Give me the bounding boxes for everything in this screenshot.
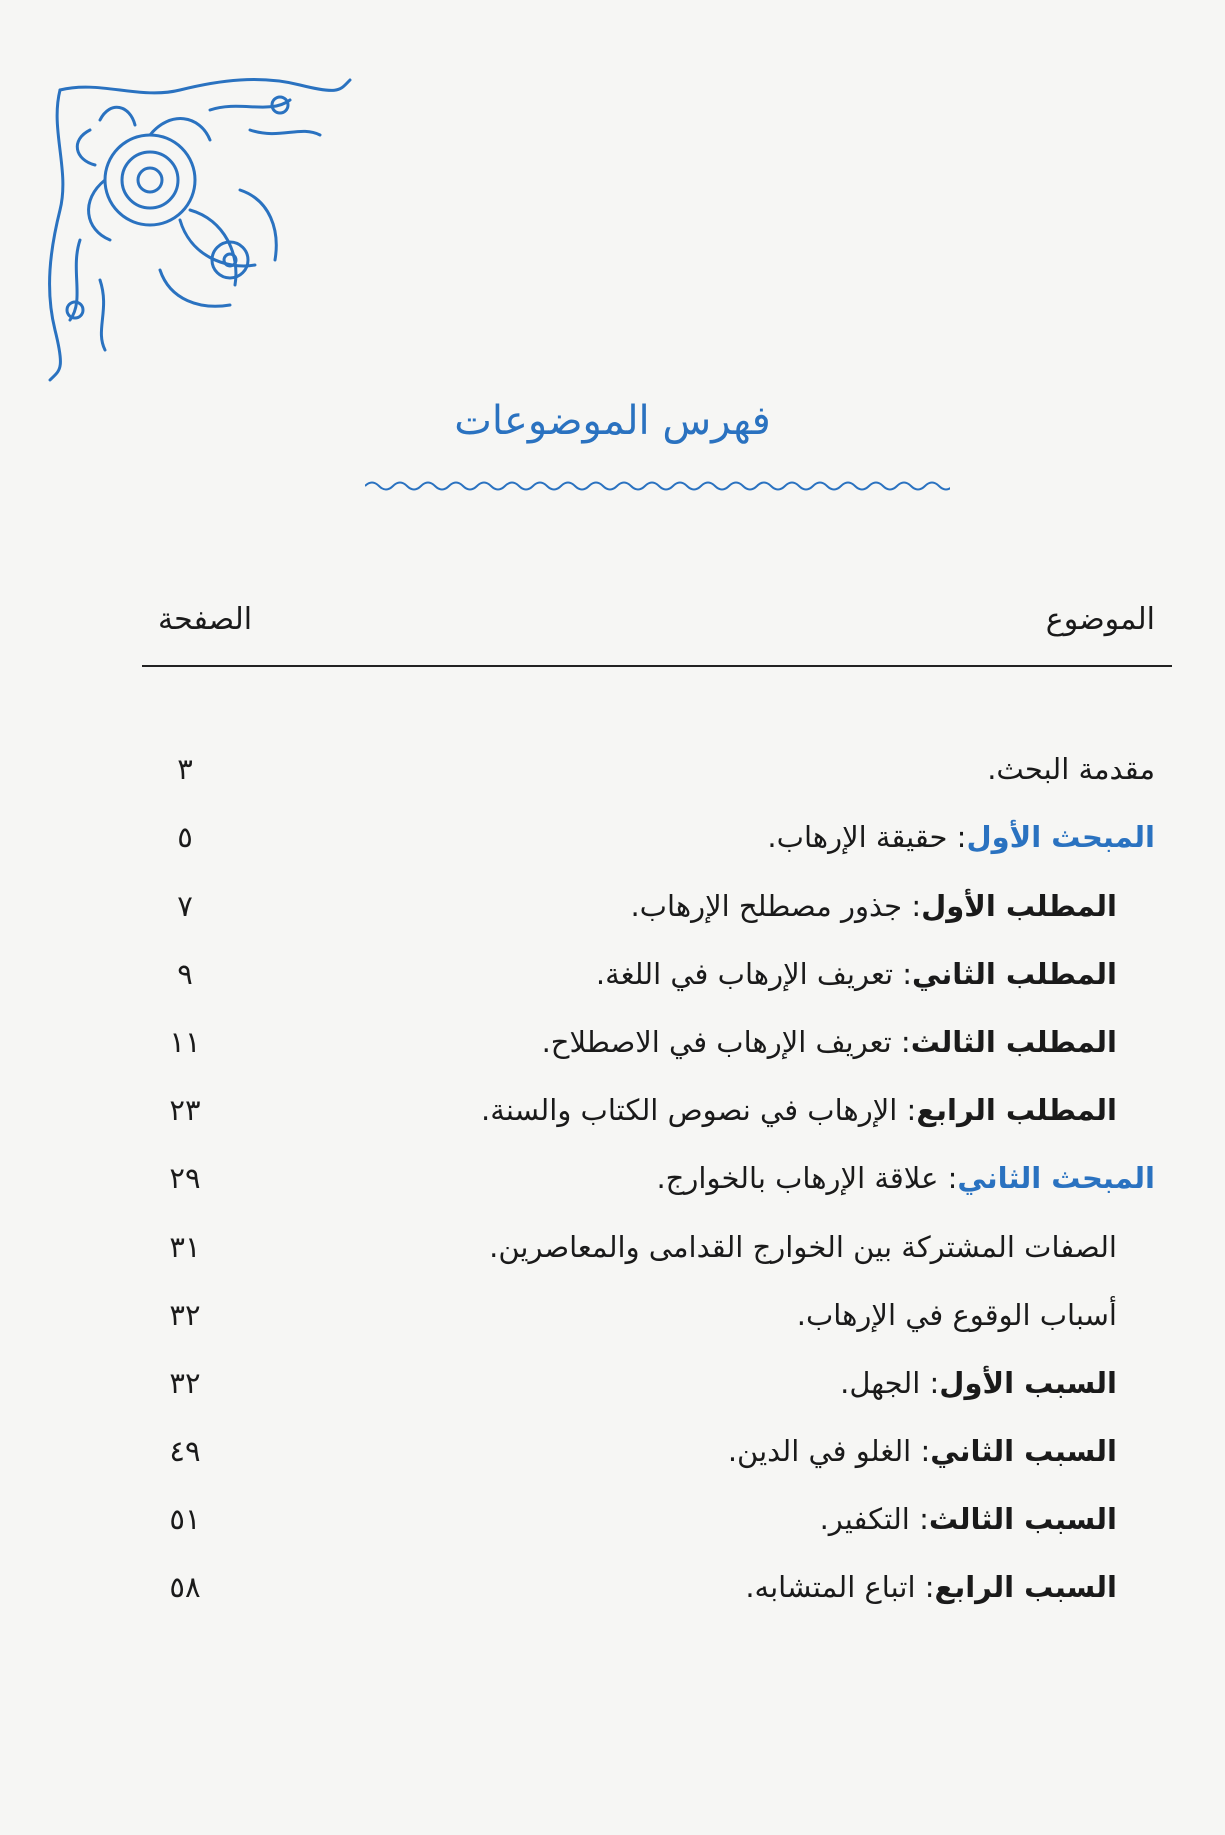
toc-entry-text: الجهل. xyxy=(840,1366,921,1400)
toc-entry xyxy=(0,1298,1225,1348)
toc-entry-title xyxy=(656,1161,1155,1195)
toc-entry xyxy=(0,1434,1225,1484)
toc-entry-text: علاقة الإرهاب بالخوارج. xyxy=(656,1161,939,1195)
toc-entry-title xyxy=(489,1230,1117,1264)
floral-corner-ornament-icon xyxy=(40,70,360,390)
toc-entry-label: السبب الأول xyxy=(939,1366,1117,1400)
toc-entry-separator: : xyxy=(947,820,967,854)
toc-entry-text: تعريف الإرهاب في اللغة. xyxy=(595,957,894,991)
toc-entry-page-number: ٩ xyxy=(177,957,193,991)
toc-entry-title xyxy=(797,1298,1117,1332)
toc-entry-page-number: ١١ xyxy=(169,1025,201,1059)
toc-entry-text: الإرهاب في نصوص الكتاب والسنة. xyxy=(481,1093,898,1127)
toc-entry-label: المطلب الأول xyxy=(921,889,1117,923)
toc-entry-label: المطلب الثالث xyxy=(910,1025,1117,1059)
toc-entry xyxy=(0,889,1225,939)
toc-entry-text: حقيقة الإرهاب. xyxy=(767,820,948,854)
toc-entry-label: السبب الثاني xyxy=(930,1434,1117,1468)
toc-entry-title xyxy=(596,957,1117,991)
toc-entry xyxy=(0,1366,1225,1416)
toc-entry-separator: : xyxy=(897,1093,917,1127)
toc-entry-label: السبب الثالث xyxy=(928,1502,1117,1536)
toc-entry-label: المطلب الرابع xyxy=(916,1093,1117,1127)
toc-entry-label: المبحث الثاني xyxy=(957,1161,1155,1195)
toc-entry-label: المبحث الأول xyxy=(966,820,1155,854)
toc-entry-title xyxy=(481,1093,1117,1127)
toc-entry-text: اتباع المتشابه. xyxy=(745,1570,916,1604)
toc-entry xyxy=(0,1161,1225,1211)
toc-entry xyxy=(0,1570,1225,1620)
toc-entry-title xyxy=(987,752,1155,786)
toc-entry-text: الصفات المشتركة بين الخوارج القدامى والمعاصرين. xyxy=(489,1230,1117,1264)
toc-entry-title xyxy=(840,1366,1117,1400)
toc-entry-page-number: ٣٢ xyxy=(169,1298,201,1332)
toc-entry-page-number: ٣ xyxy=(177,752,193,786)
toc-entry-text: مقدمة البحث. xyxy=(987,752,1155,786)
toc-entry-separator: : xyxy=(915,1570,935,1604)
toc-entry-title xyxy=(630,889,1117,923)
toc-entry-page-number: ٥ xyxy=(177,820,193,854)
toc-entry-separator: : xyxy=(891,1025,911,1059)
toc-entry-separator: : xyxy=(893,957,913,991)
column-header-topic: الموضوع xyxy=(1045,602,1155,637)
toc-entry-title xyxy=(767,820,1155,854)
toc-entry-title xyxy=(728,1434,1117,1468)
toc-entry-text: أسباب الوقوع في الإرهاب. xyxy=(796,1298,1117,1332)
toc-entry-page-number: ٣١ xyxy=(169,1230,201,1264)
toc-entry-title xyxy=(820,1502,1117,1536)
toc-entry-page-number: ٧ xyxy=(177,889,193,923)
toc-entry xyxy=(0,820,1225,870)
toc-entry-separator: : xyxy=(902,889,922,923)
toc-entry-label: السبب الرابع xyxy=(934,1570,1117,1604)
toc-entry-page-number: ٤٩ xyxy=(169,1434,201,1468)
toc-entry-page-number: ٥٨ xyxy=(169,1570,201,1604)
toc-entry-title xyxy=(745,1570,1117,1604)
toc-entry-page-number: ٢٩ xyxy=(169,1161,201,1195)
toc-entry-label: المطلب الثاني xyxy=(912,957,1117,991)
toc-entry-separator: : xyxy=(920,1366,940,1400)
toc-entry-text: التكفير. xyxy=(819,1502,910,1536)
toc-entry xyxy=(0,752,1225,802)
toc-entry xyxy=(0,1230,1225,1280)
toc-entry-page-number: ٢٣ xyxy=(169,1093,201,1127)
column-header-page: الصفحة xyxy=(158,602,253,637)
toc-entry-page-number: ٣٢ xyxy=(169,1366,201,1400)
toc-entry-separator: : xyxy=(938,1161,958,1195)
toc-entry-separator: : xyxy=(911,1434,931,1468)
toc-entry-separator: : xyxy=(909,1502,929,1536)
toc-entry-text: جذور مصطلح الإرهاب. xyxy=(630,889,903,923)
header-divider xyxy=(142,665,1172,667)
toc-entry-page-number: ٥١ xyxy=(169,1502,201,1536)
toc-entry xyxy=(0,957,1225,1007)
toc-entry-title xyxy=(542,1025,1117,1059)
toc-entry-text: الغلو في الدين. xyxy=(727,1434,912,1468)
toc-entry xyxy=(0,1093,1225,1143)
toc-entry xyxy=(0,1502,1225,1552)
toc-entry xyxy=(0,1025,1225,1075)
title-wave-underline-icon xyxy=(365,476,950,496)
toc-entry-text: تعريف الإرهاب في الاصطلاح. xyxy=(541,1025,892,1059)
page-title: فهرس الموضوعات xyxy=(454,398,771,444)
